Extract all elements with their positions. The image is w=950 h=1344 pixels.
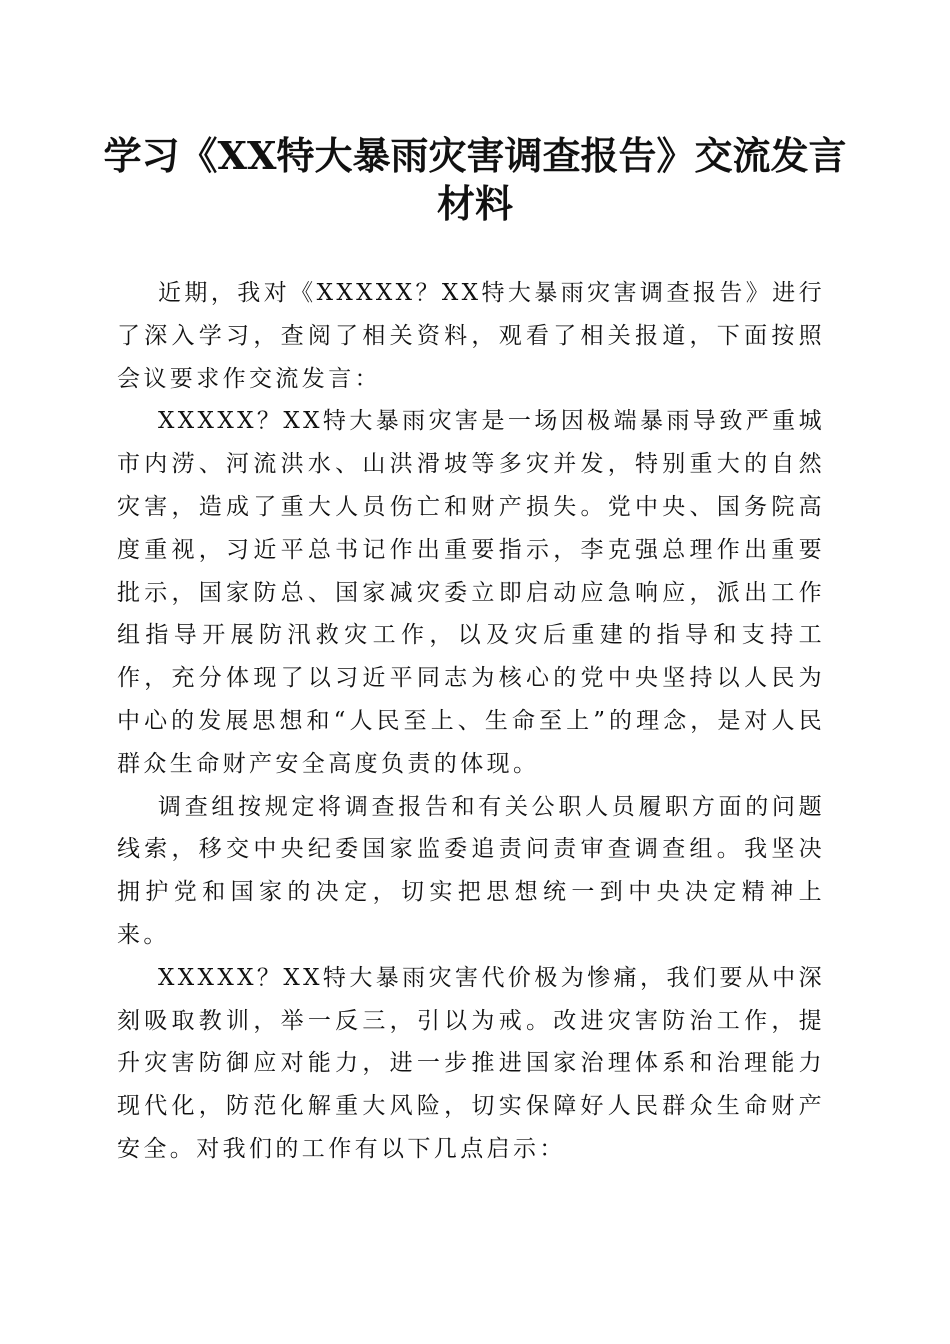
paragraph-disaster-overview: XXXXX？XX特大暴雨灾害是一场因极端暴雨导致严重城市内涝、河流洪水、山洪滑坡等多灾并发，特别重大的自然灾害，造成了重大人员伤亡和财产损失。党中央、国务院高度重视，习近平总书记作出重要指示，李克强总理作出重要批示，国家防总、国家减灾委立即启动应急响应，派出工作组指导开展防汛救灾工作，以及灾后重建的指导和支持工作，充分体现了以习近平同志为核心的党中央坚持以人民为中心的发展思想和“人民至上、生命至上”的理念，是对人民群众生命财产安全高度负责的体现。 bbox=[117, 408, 825, 777]
document-title bbox=[100, 132, 850, 228]
paragraph-investigation: 调查组按规定将调查报告和有关公职人员履职方面的问题线索，移交中央纪委国家监委追责问责审查调查组。我坚决拥护党和国家的决定，切实把思想统一到中央决定精神上来。 bbox=[117, 793, 825, 948]
document-body bbox=[117, 272, 825, 1171]
paragraph-intro: 近期，我对《XXXXX？XX特大暴雨灾害调查报告》进行了深入学习，查阅了相关资料，观看了相关报道，下面按照会议要求作交流发言： bbox=[117, 280, 825, 392]
paragraph-lessons: XXXXX？XX特大暴雨灾害代价极为惨痛，我们要从中深刻吸取教训，举一反三，引以为戒。改进灾害防治工作，提升灾害防御应对能力，进一步推进国家治理体系和治理能力现代化，防范化解重大风险，切实保障好人民群众生命财产安全。对我们的工作有以下几点启示： bbox=[117, 964, 825, 1162]
title-line-2: 材料 bbox=[436, 181, 513, 226]
title-line-1: 学习《XX特大暴雨灾害调查报告》交流发言 bbox=[103, 133, 847, 178]
